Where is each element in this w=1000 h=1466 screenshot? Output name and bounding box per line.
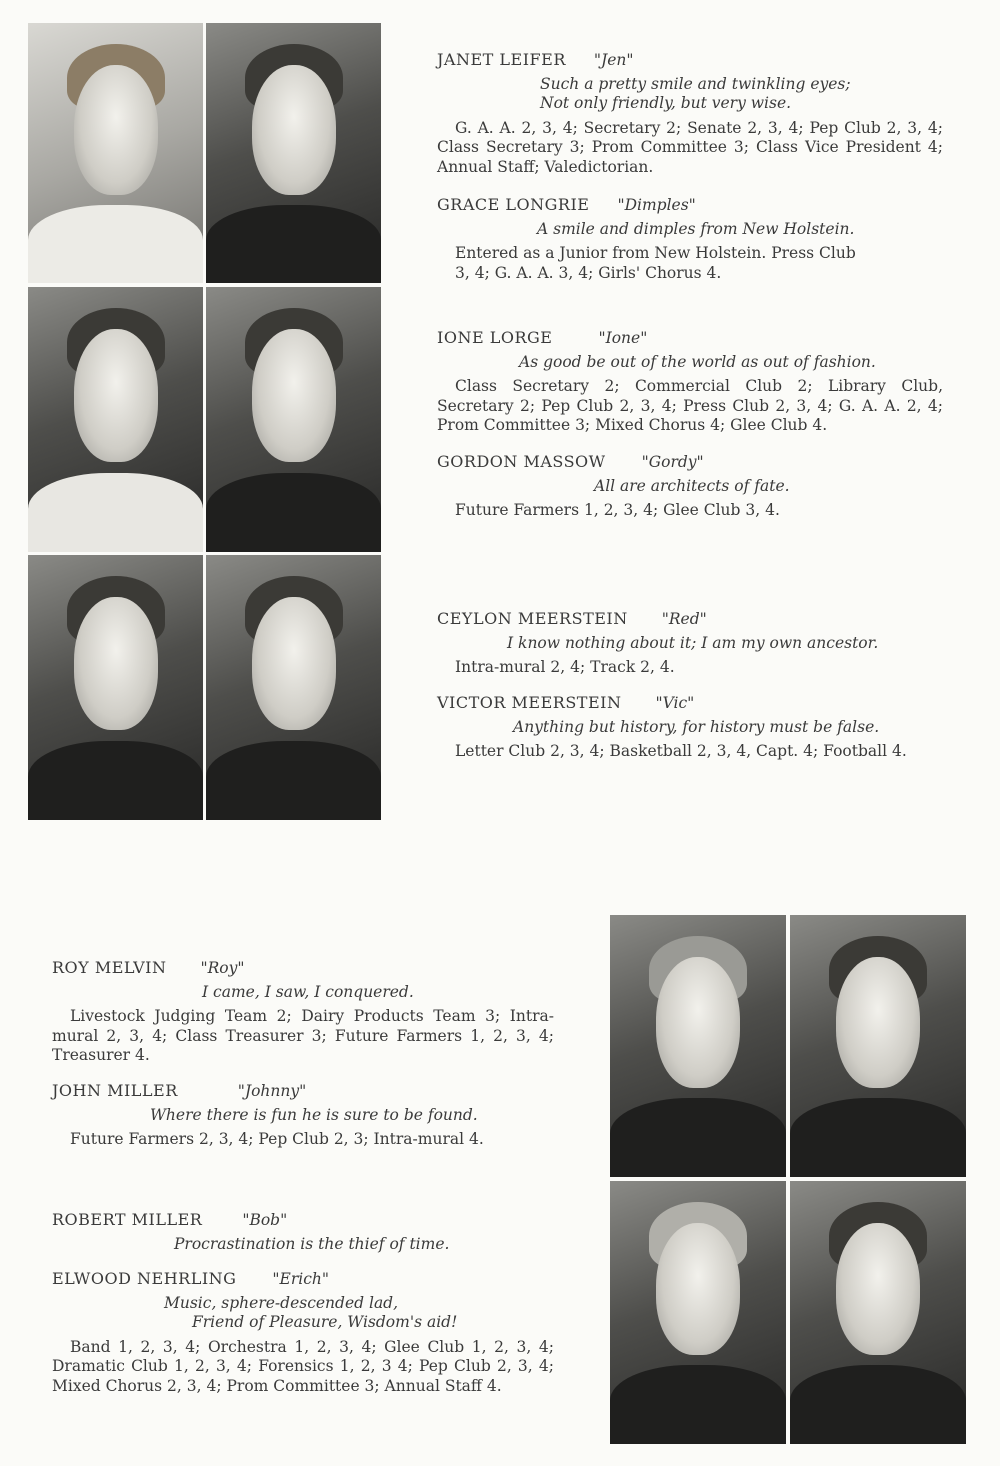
student-nickname: "Erich" xyxy=(272,1270,330,1288)
student-activities: Entered as a Junior from New Holstein. Press Club 3, 4; G. A. A. 3, 4; Girls' Chorus 4. xyxy=(455,244,856,282)
portrait-photo-john-miller xyxy=(790,915,966,1177)
portrait-photo-grace-longrie xyxy=(206,23,381,283)
student-activities: Livestock Judging Team 2; Dairy Products Team 3; Intra-mural 2, 3, 4; Class Treasurer 3; Future Farmers 1, 2, 3, 4; Treasurer 4. xyxy=(52,1007,554,1064)
student-name: JANET LEIFER xyxy=(437,50,566,69)
student-motto: Friend of Pleasure, Wisdom's aid! xyxy=(192,1313,458,1331)
student-nickname: "Red" xyxy=(661,610,707,628)
student-nickname: "Vic" xyxy=(655,694,695,712)
student-activities: Intra-mural 2, 4; Track 2, 4. xyxy=(455,658,675,676)
portrait-photo-elwood-nehrling xyxy=(790,1181,966,1444)
student-entry-gordon-massow xyxy=(437,452,943,521)
student-motto: Procrastination is the thief of time. xyxy=(174,1234,450,1253)
student-name: GRACE LONGRIE xyxy=(437,195,590,214)
student-activities: Class Secretary 2; Commercial Club 2; Library Club, Secretary 2; Pep Club 2, 3, 4; Press Club 2, 3, 4; G. A. A. 2, 4; Prom Committee 3; Mixed Chorus 4; Glee Club 4. xyxy=(437,377,943,434)
student-nickname: "Johnny" xyxy=(237,1082,307,1100)
student-motto: As good be out of the world as out of fashion. xyxy=(519,352,876,371)
portrait-photo-robert-miller xyxy=(610,1181,786,1444)
student-nickname: "Bob" xyxy=(242,1211,288,1229)
portrait-photo-ione-lorge xyxy=(28,287,203,552)
portrait-photo-ceylon-meerstein xyxy=(28,555,203,820)
student-name: VICTOR MEERSTEIN xyxy=(437,693,622,712)
student-nickname: "Roy" xyxy=(200,959,245,977)
student-name: GORDON MASSOW xyxy=(437,452,606,471)
student-entry-grace-longrie xyxy=(437,195,943,283)
student-name: IONE LORGE xyxy=(437,328,553,347)
student-entry-robert-miller xyxy=(52,1210,554,1254)
student-motto: A smile and dimples from New Holstein. xyxy=(537,219,855,238)
student-name: ELWOOD NEHRLING xyxy=(52,1269,237,1288)
student-name: JOHN MILLER xyxy=(52,1081,178,1100)
portrait-photo-gordon-massow xyxy=(206,287,381,552)
portrait-photo-janet-leifer xyxy=(28,23,203,283)
student-motto: Music, sphere-descended lad, xyxy=(164,1293,399,1312)
portrait-photo-victor-meerstein xyxy=(206,555,381,820)
student-motto: Such a pretty smile and twinkling eyes; xyxy=(540,74,851,93)
student-activities: Future Farmers 2, 3, 4; Pep Club 2, 3; Intra-mural 4. xyxy=(70,1130,484,1148)
student-motto: Anything but history, for history must be false. xyxy=(513,717,880,736)
student-motto: I know nothing about it; I am my own ancestor. xyxy=(507,633,879,652)
student-activities: Letter Club 2, 3, 4; Basketball 2, 3, 4, Capt. 4; Football 4. xyxy=(455,742,907,760)
student-entry-ione-lorge xyxy=(437,328,943,436)
student-nickname: "Ione" xyxy=(598,329,648,347)
student-name: ROBERT MILLER xyxy=(52,1210,203,1229)
student-nickname: "Gordy" xyxy=(641,453,704,471)
student-name: ROY MELVIN xyxy=(52,958,167,977)
student-activities: Future Farmers 1, 2, 3, 4; Glee Club 3, 4. xyxy=(455,501,780,519)
student-motto: All are architects of fate. xyxy=(594,476,790,495)
student-entry-janet-leifer xyxy=(437,50,943,177)
student-nickname: "Dimples" xyxy=(617,196,696,214)
student-activities: Band 1, 2, 3, 4; Orchestra 1, 2, 3, 4; Glee Club 1, 2, 3, 4; Dramatic Club 1, 2, 3, 4; Forensics 1, 2, 3 4; Pep Club 2, 3, 4; Mixed Chorus 2, 3, 4; Prom Committee 3; Annual Staff 4. xyxy=(52,1337,554,1395)
student-nickname: "Jen" xyxy=(593,51,634,69)
student-entry-ceylon-meerstein xyxy=(437,609,943,678)
portrait-photo-roy-melvin xyxy=(610,915,786,1177)
student-motto: Not only friendly, but very wise. xyxy=(540,94,792,112)
student-entry-roy-melvin xyxy=(52,958,554,1066)
student-motto: I came, I saw, I conquered. xyxy=(202,982,414,1001)
student-activities: G. A. A. 2, 3, 4; Secretary 2; Senate 2, 3, 4; Pep Club 2, 3, 4; Class Secretary 3; Prom Committee 3; Class Vice President 4; Annual Staff; Valedictorian. xyxy=(437,118,943,176)
student-name: CEYLON MEERSTEIN xyxy=(437,609,628,628)
student-entry-victor-meerstein xyxy=(437,693,943,762)
student-entry-john-miller xyxy=(52,1081,554,1150)
student-entry-elwood-nehrling xyxy=(52,1269,554,1396)
student-motto: Where there is fun he is sure to be found. xyxy=(150,1105,478,1124)
